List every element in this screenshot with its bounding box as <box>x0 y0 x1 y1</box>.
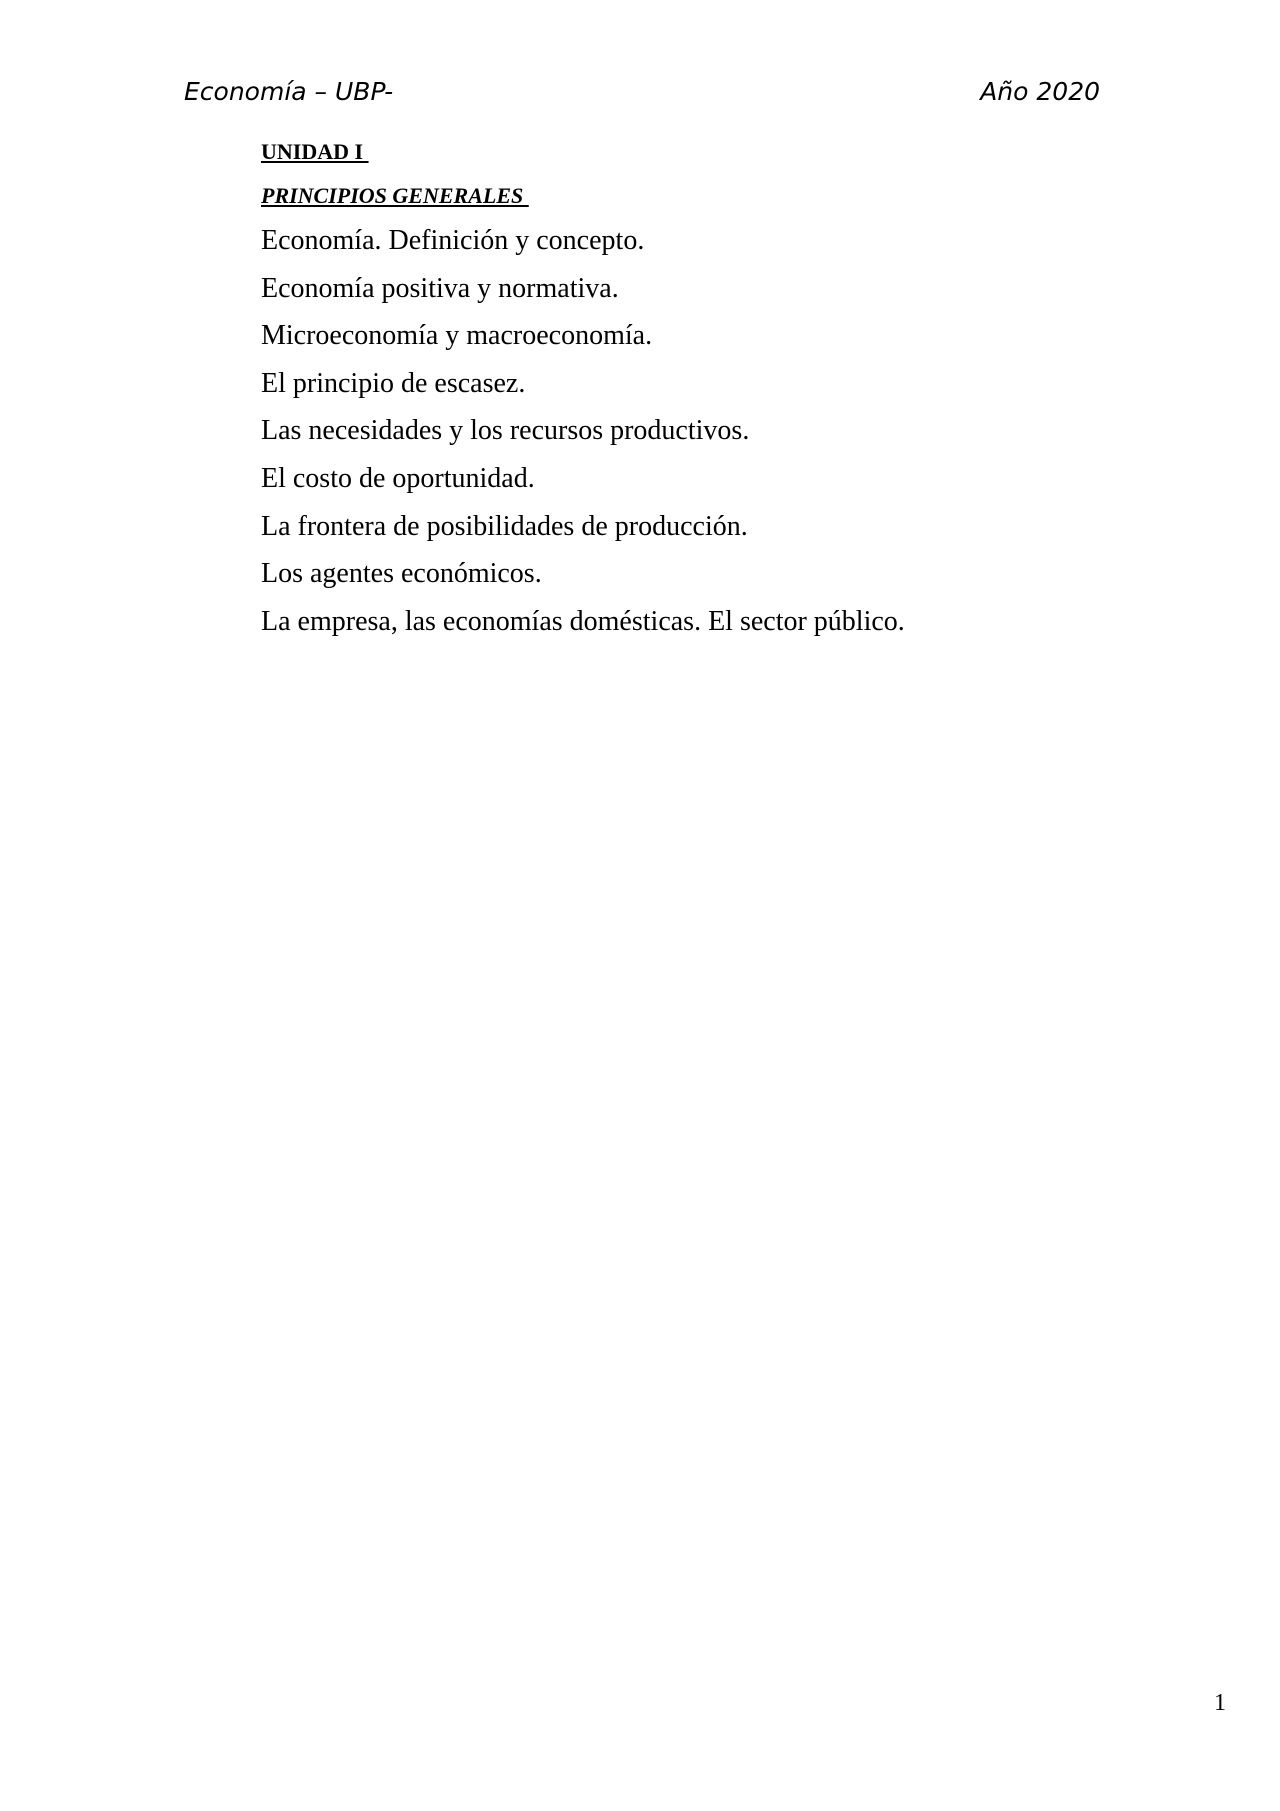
header-year: Año 2020 <box>980 77 1100 106</box>
list-item: Economía. Definición y concepto. <box>261 225 645 256</box>
list-item: Las necesidades y los recursos productivos. <box>261 415 750 447</box>
list-item: Economía positiva y normativa. <box>261 272 619 304</box>
section-title: PRINCIPIOS GENERALES <box>261 183 529 208</box>
list-item: La frontera de posibilidades de producción. <box>261 510 748 542</box>
unit-title: UNIDAD I <box>261 139 369 164</box>
header-course-title: Economía – UBP- <box>184 77 394 106</box>
list-item: El principio de escasez. <box>261 367 526 399</box>
page-content <box>261 137 1161 651</box>
topic-list <box>261 223 1161 651</box>
page-number: 1 <box>1214 1690 1226 1716</box>
list-item: La empresa, las economías domésticas. El sector público. <box>261 605 905 637</box>
list-item: Los agentes económicos. <box>261 558 542 590</box>
list-item: El costo de oportunidad. <box>261 462 535 494</box>
list-item: Microeconomía y macroeconomía. <box>261 320 653 352</box>
